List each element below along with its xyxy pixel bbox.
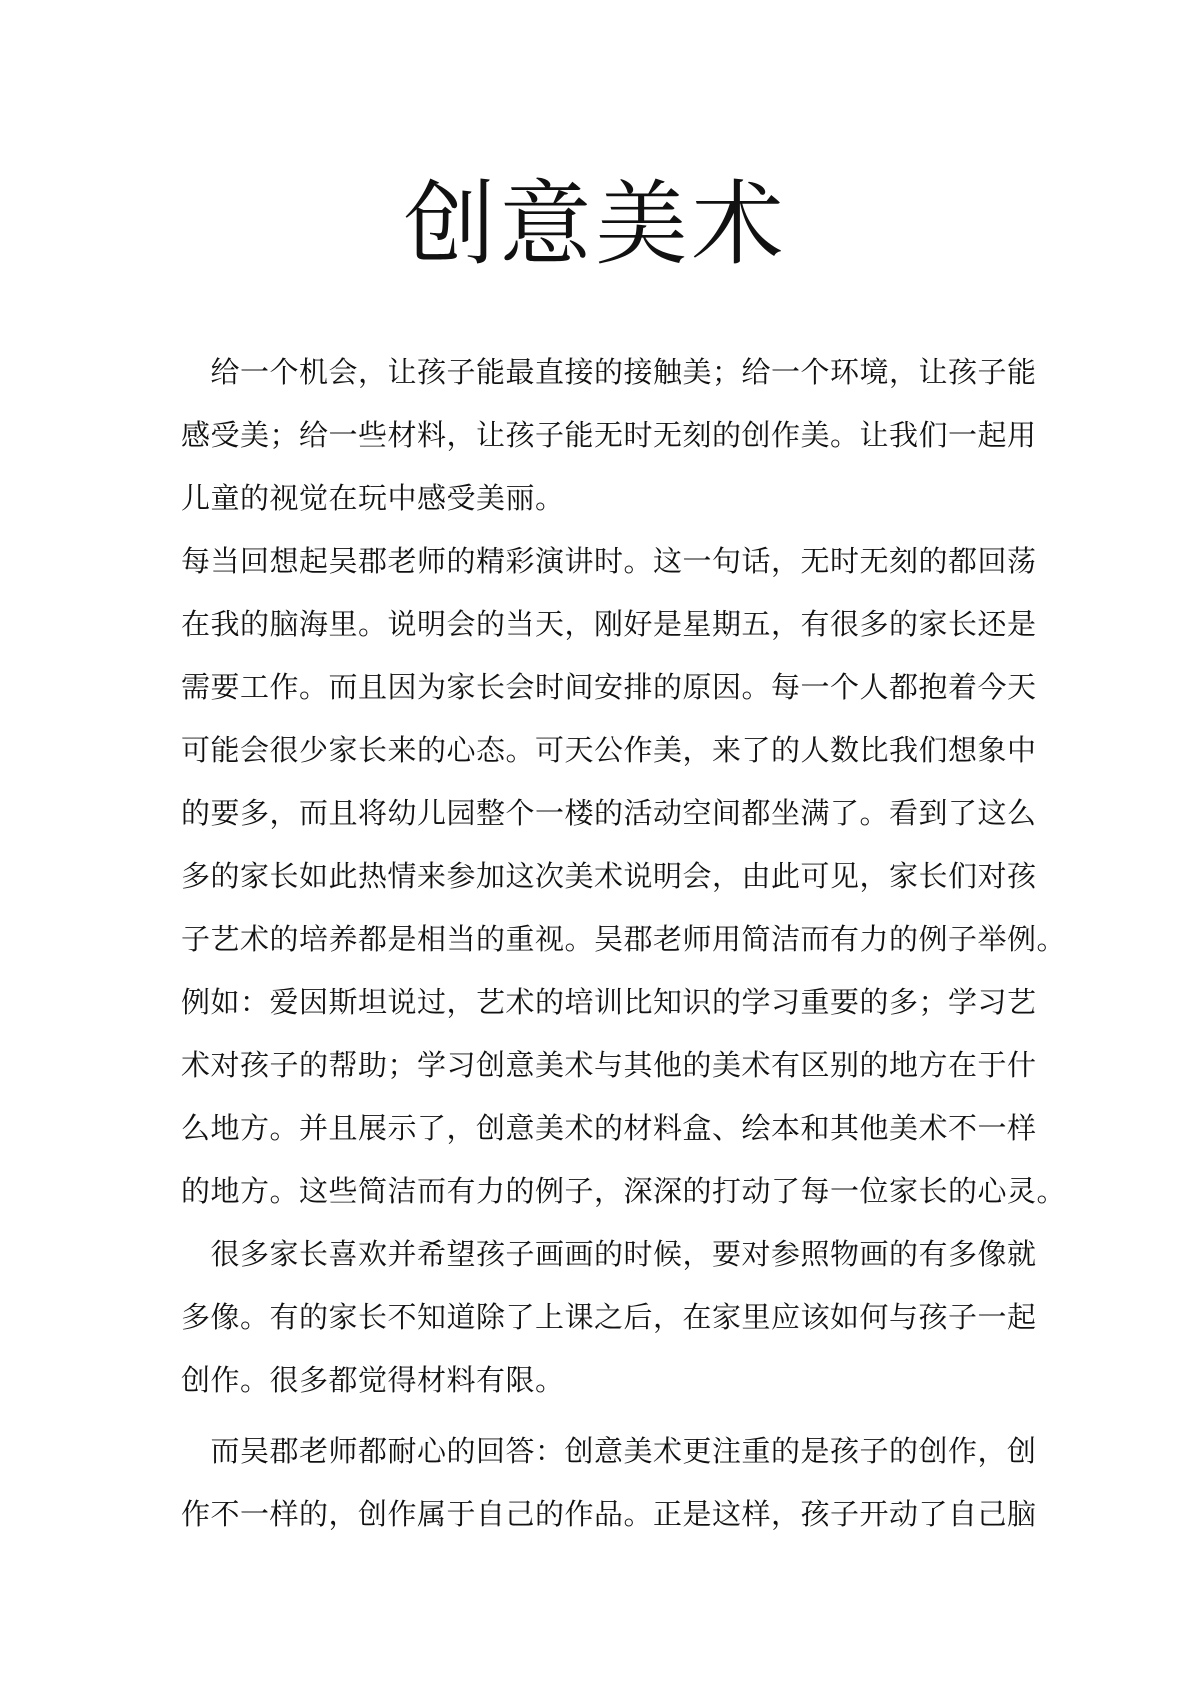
text-line: 而吴郡老师都耐心的回答：创意美术更注重的是孩子的创作，创 [181,1434,1037,1468]
text-line: 术对孩子的帮助；学习创意美术与其他的美术有区别的地方在于什 [181,1048,1037,1082]
text-line: 么地方。并且展示了，创意美术的材料盒、绘本和其他美术不一样 [181,1111,1037,1145]
paragraph-intro [181,352,1037,541]
paragraph-gap [181,1423,1011,1431]
document-body [181,352,1067,1557]
text-line: 在我的脑海里。说明会的当天，刚好是星期五，有很多的家长还是 [181,607,1037,641]
text-line: 子艺术的培养都是相当的重视。吴郡老师用简洁而有力的例子举例。 [181,922,1067,956]
paragraph-speech [181,541,1067,1234]
text-line: 每当回想起吴郡老师的精彩演讲时。这一句话，无时无刻的都回荡 [181,544,1037,578]
text-line: 作不一样的，创作属于自己的作品。正是这样，孩子开动了自己脑 [181,1497,1037,1531]
text-line: 给一个机会，让孩子能最直接的接触美；给一个环境，让孩子能 [181,355,1037,389]
text-line: 需要工作。而且因为家长会时间安排的原因。每一个人都抱着今天 [181,670,1037,704]
paragraph-answer [181,1431,1037,1557]
text-line: 例如：爱因斯坦说过，艺术的培训比知识的学习重要的多；学习艺 [181,985,1037,1019]
text-line: 儿童的视觉在玩中感受美丽。 [181,481,565,515]
text-line: 创作。很多都觉得材料有限。 [181,1363,565,1397]
page-title: 创意美术 [403,171,788,278]
paragraph-parents [181,1234,1037,1423]
text-line: 感受美；给一些材料，让孩子能无时无刻的创作美。让我们一起用 [181,418,1037,452]
text-line: 可能会很少家长来的心态。可天公作美，来了的人数比我们想象中 [181,733,1037,767]
text-line: 多像。有的家长不知道除了上课之后，在家里应该如何与孩子一起 [181,1300,1037,1334]
text-line: 的地方。这些简洁而有力的例子，深深的打动了每一位家长的心灵。 [181,1174,1067,1208]
text-line: 多的家长如此热情来参加这次美术说明会，由此可见，家长们对孩 [181,859,1037,893]
text-line: 的要多，而且将幼儿园整个一楼的活动空间都坐满了。看到了这么 [181,796,1037,830]
text-line: 很多家长喜欢并希望孩子画画的时候，要对参照物画的有多像就 [181,1237,1037,1271]
